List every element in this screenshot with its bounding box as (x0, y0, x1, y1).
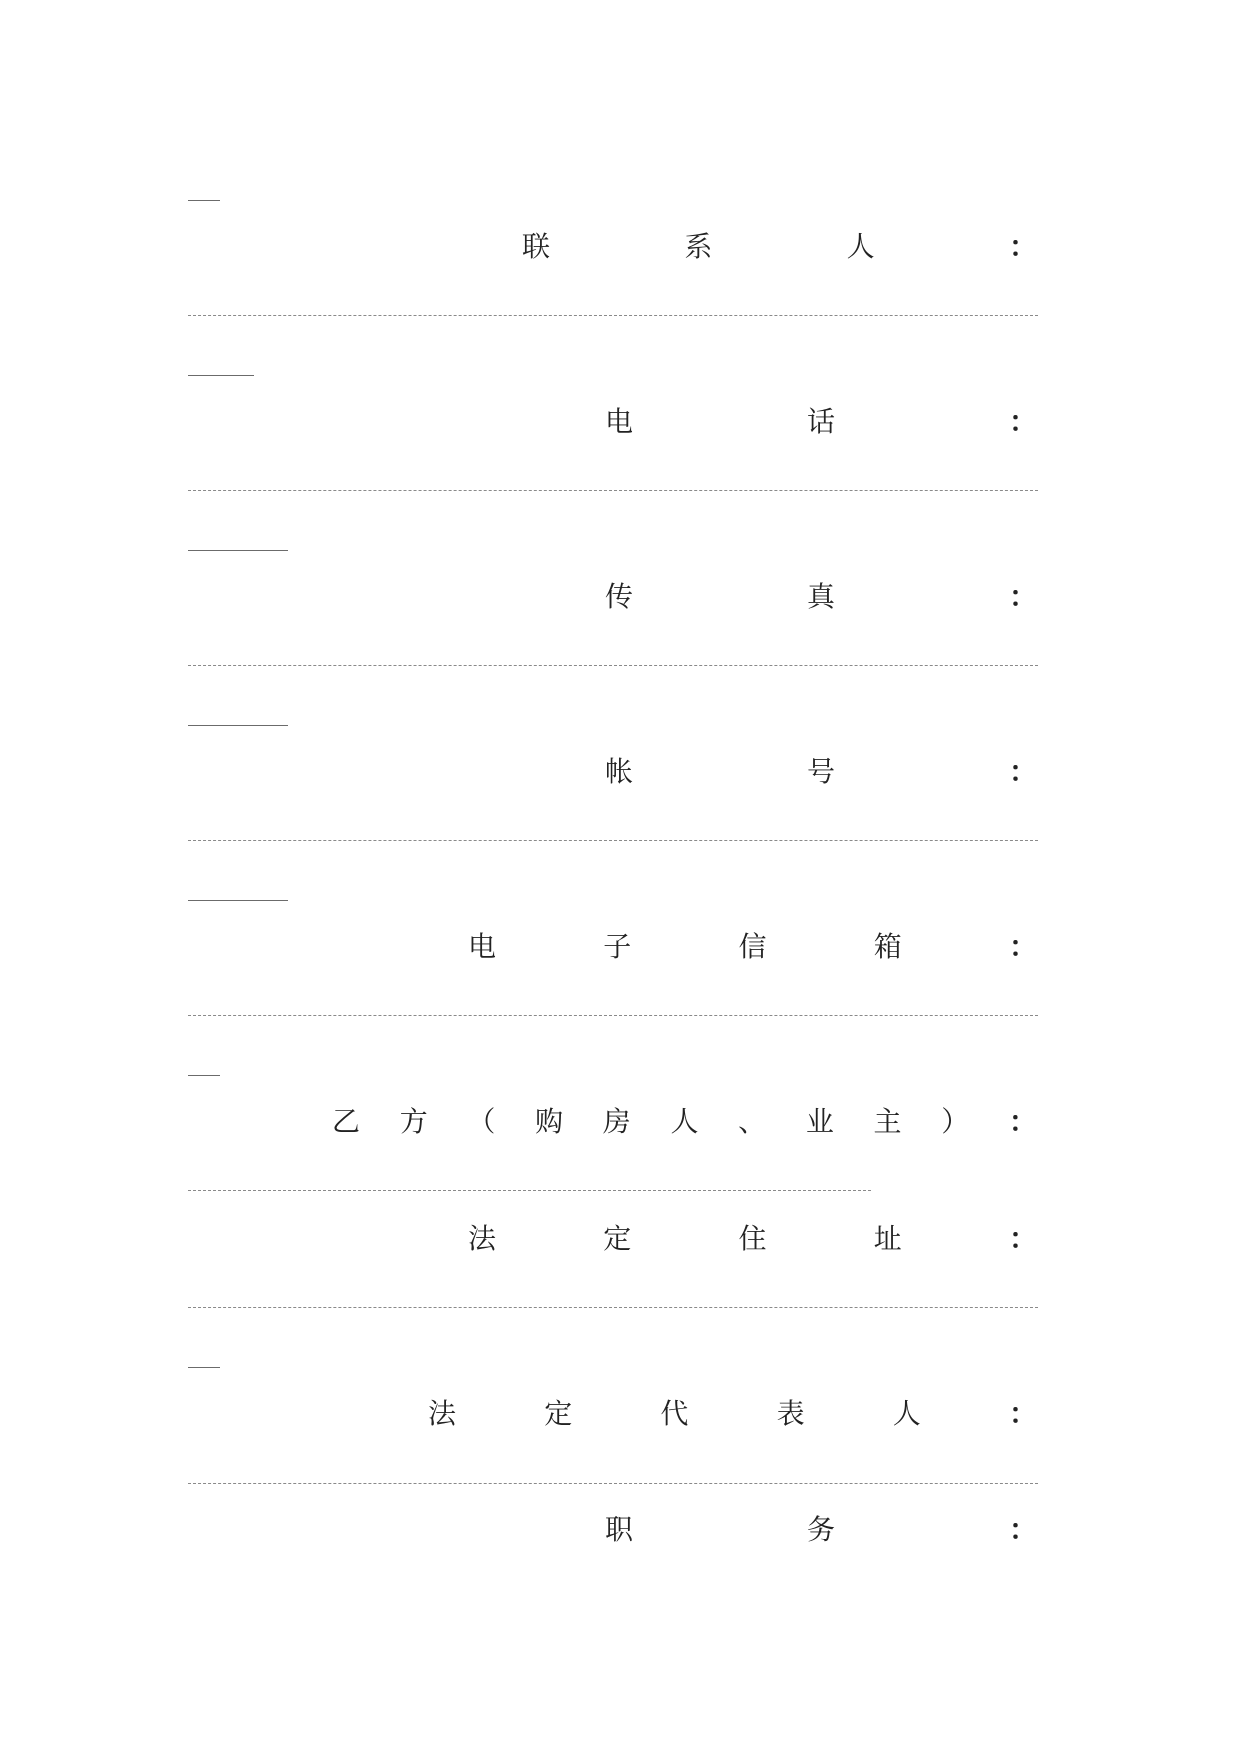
label-char: 业 (805, 1105, 834, 1138)
label-char: ） (941, 1105, 970, 1138)
label-char: 房 (602, 1105, 631, 1138)
blank-line-stub (188, 1367, 220, 1368)
label-char: 话 (806, 405, 835, 438)
label-char: 购 (535, 1105, 564, 1138)
label-char: 号 (806, 755, 835, 788)
blank-line-stub (188, 900, 288, 901)
label-position (605, 1512, 1037, 1548)
blank-line-stub (188, 725, 288, 726)
label-phone (605, 404, 1037, 440)
label-fax (605, 579, 1037, 615)
label-char: 代 (660, 1397, 689, 1430)
label-char: 人 (670, 1105, 699, 1138)
label-colon: ： (1008, 1105, 1037, 1138)
label-char: 、 (738, 1105, 767, 1138)
label-colon: ： (1008, 1397, 1037, 1430)
label-colon: ： (1008, 580, 1037, 613)
blank-line-email (188, 1015, 1038, 1016)
label-char: 法 (468, 1222, 497, 1255)
label-colon: ： (1008, 230, 1037, 263)
label-char: 子 (603, 930, 632, 963)
label-char: 联 (522, 230, 551, 263)
label-char: 真 (806, 580, 835, 613)
label-char: 信 (738, 930, 767, 963)
label-colon: ： (1008, 930, 1037, 963)
label-account (605, 754, 1037, 790)
blank-line-stub (188, 375, 254, 376)
label-colon: ： (1008, 755, 1037, 788)
label-char: 主 (873, 1105, 902, 1138)
label-char: 职 (605, 1513, 634, 1546)
label-char: 传 (605, 580, 634, 613)
blank-line-stub (188, 550, 288, 551)
label-char: 住 (738, 1222, 767, 1255)
label-char: 法 (428, 1397, 457, 1430)
label-char: 定 (603, 1222, 632, 1255)
label-char: 电 (468, 930, 497, 963)
label-email (468, 929, 1037, 965)
label-char: 电 (605, 405, 634, 438)
label-contact-person (522, 229, 1037, 265)
label-colon: ： (1008, 1222, 1037, 1255)
label-char: 定 (544, 1397, 573, 1430)
blank-line-legal-representative (188, 1483, 1038, 1484)
label-char: 帐 (605, 755, 634, 788)
label-char: 表 (776, 1397, 805, 1430)
label-char: 址 (873, 1222, 902, 1255)
blank-line-fax (188, 665, 1038, 666)
blank-line-stub (188, 1075, 220, 1076)
label-legal-representative (428, 1396, 1037, 1432)
label-char: 乙 (332, 1105, 361, 1138)
label-party-b (332, 1104, 1037, 1140)
label-char: 人 (892, 1397, 921, 1430)
blank-line-phone (188, 490, 1038, 491)
label-char: 方 (399, 1105, 428, 1138)
label-char: 箱 (873, 930, 902, 963)
blank-line-contact-person (188, 315, 1038, 316)
blank-line-legal-address (188, 1307, 1038, 1308)
label-legal-address (468, 1221, 1037, 1257)
label-char: （ (467, 1105, 496, 1138)
label-char: 人 (846, 230, 875, 263)
label-char: 系 (684, 230, 713, 263)
label-colon: ： (1008, 1513, 1037, 1546)
label-char: 务 (806, 1513, 835, 1546)
blank-line-account (188, 840, 1038, 841)
blank-line-stub (188, 200, 220, 201)
blank-line-party-b (188, 1190, 871, 1191)
label-colon: ： (1008, 405, 1037, 438)
